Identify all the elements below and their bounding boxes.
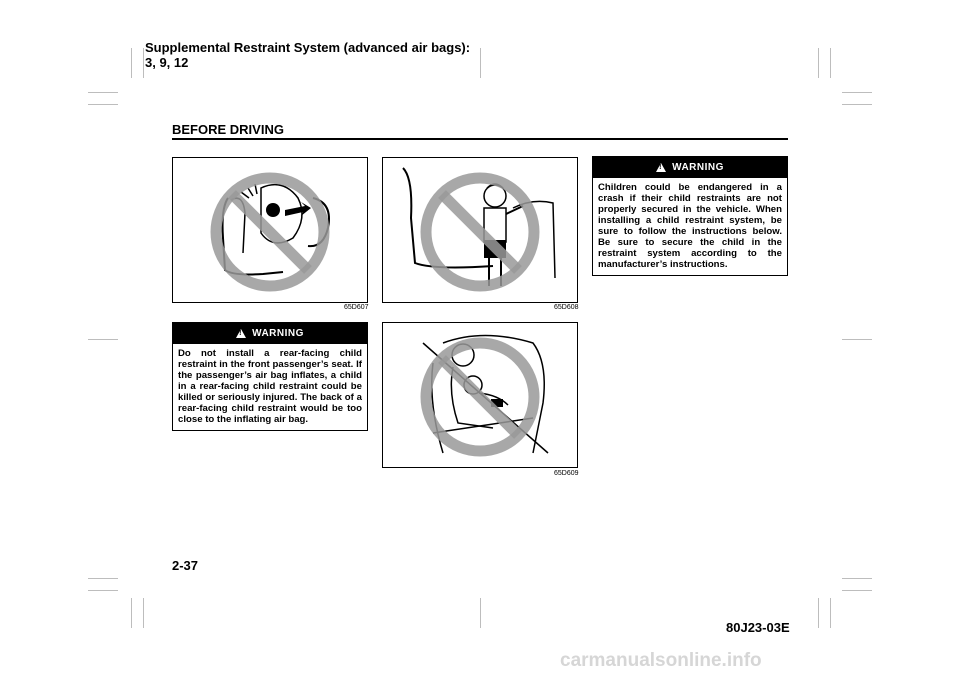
crop-mark [842,339,872,340]
crop-mark [88,104,118,105]
crop-mark [480,48,481,78]
crop-mark [818,48,819,78]
crop-mark [88,590,118,591]
figure-child-on-lap [382,322,578,468]
crop-mark [818,598,819,628]
warning-box-rear-facing [172,322,368,431]
document-header [145,40,470,70]
warning-text: Do not install a rear-facing child restraint in the front passenger’s seat. If the passenger’s air bag inflates, a child in a rear-facing child restraint could be killed or seriously injured. The back of a rear-facing child restraint would be too close to the inflating air bag. [178,348,362,425]
crop-mark [830,598,831,628]
section-rule [172,138,788,140]
crop-mark [143,598,144,628]
crop-mark [131,48,132,78]
warning-header [173,323,367,344]
figure-code: 65D607 [344,304,369,311]
warning-label: WARNING [252,328,304,339]
crop-mark [842,590,872,591]
crop-mark [88,92,118,93]
warning-triangle-icon [236,329,246,338]
warning-header [593,157,787,178]
figure-code: 65D609 [554,470,579,477]
figure-code: 65D608 [554,304,579,311]
warning-box-child-restraint [592,156,788,276]
warning-label: WARNING [672,162,724,173]
crop-mark [88,578,118,579]
crop-mark [842,92,872,93]
crop-mark [480,598,481,628]
figure-rear-facing-seat [172,157,368,303]
watermark: carmanualsonline.info [560,650,762,671]
header-title-line2: 3, 9, 12 [145,55,189,70]
warning-triangle-icon [656,163,666,172]
child-on-lap-illustration [383,323,577,467]
crop-mark [842,104,872,105]
crop-mark [88,339,118,340]
figure-standing-child [382,157,578,303]
standing-child-illustration [383,158,577,302]
header-title-line1: Supplemental Restraint System (advanced air bags): [145,40,471,55]
page-number: 2-37 [172,558,199,573]
crop-mark [131,598,132,628]
crop-mark [830,48,831,78]
rear-facing-seat-illustration [173,158,367,302]
document-code: 80J23-03E [726,620,790,635]
crop-mark [143,48,144,78]
warning-text: Children could be endangered in a crash if their child restraints are not properly secured in the vehicle. When installing a child restraint system, be sure to follow the instructions below. Be sure to secure the child in the restraint system according to the manufacturer’s instructions. [598,182,782,270]
crop-mark [842,578,872,579]
section-title: BEFORE DRIVING [172,122,284,137]
